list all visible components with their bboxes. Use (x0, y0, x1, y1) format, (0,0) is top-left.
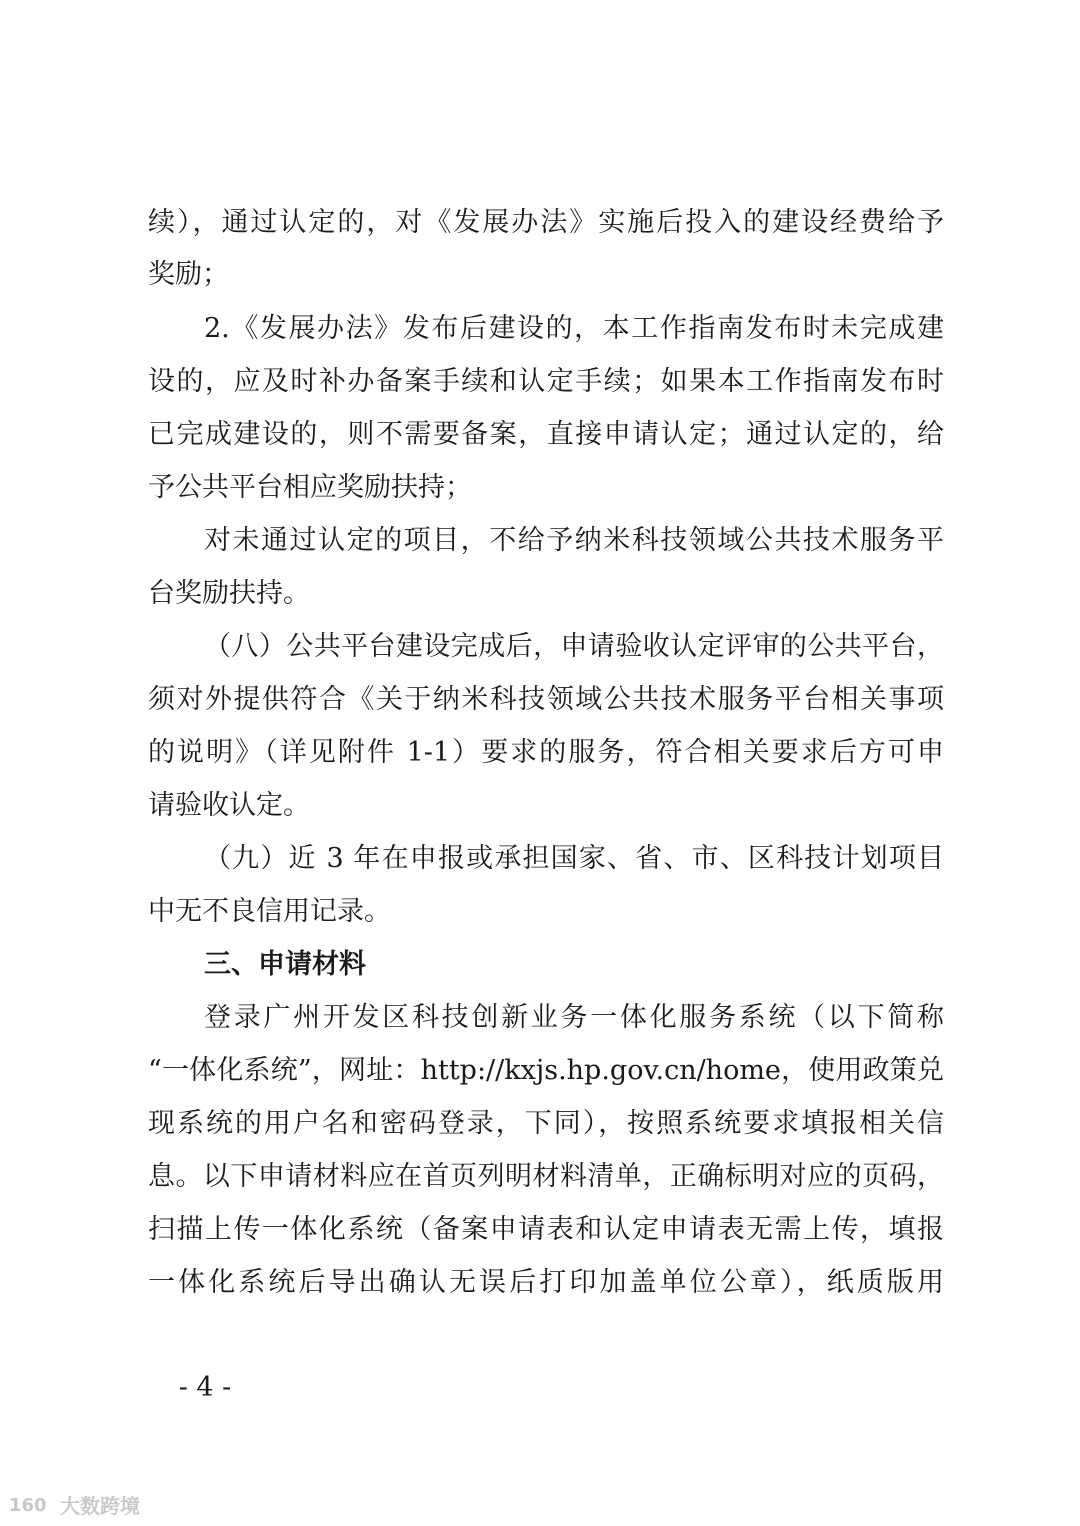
text-line: 奖励； (148, 259, 229, 290)
page-number: - 4 - (178, 1372, 232, 1403)
text-line: 2.《发展办法》发布后建设的，本工作指南发布时未完成建 (204, 313, 944, 344)
text-line: 续），通过认定的，对《发展办法》实施后投入的建设经费给予 (148, 207, 944, 238)
text-line: 扫描上传一体化系统（备案申请表和认定申请表无需上传，填报 (148, 1214, 944, 1245)
text-line: 对未通过认定的项目，不给予纳米科技领域公共技术服务平 (204, 525, 944, 556)
text-line: 中无不良信用记录。 (148, 896, 391, 927)
text-line: （九）近 3 年在申报或承担国家、省、市、区科技计划项目 (204, 843, 944, 874)
watermark-logo-text: 160 (9, 1495, 47, 1516)
text-line: 已完成建设的，则不需要备案，直接申请认定；通过认定的，给 (148, 419, 944, 450)
watermark (8, 1490, 140, 1518)
text-line: 一体化系统后导出确认无误后打印加盖单位公章），纸质版用 (148, 1267, 944, 1298)
text-line: 台奖励扶持。 (148, 578, 310, 609)
text-line: 予公共平台相应奖励扶持； (148, 472, 472, 503)
text-line: 须对外提供符合《关于纳米科技领域公共技术服务平台相关事项 (148, 684, 944, 715)
watermark-text: 大数跨境 (60, 1493, 140, 1518)
text-line: “一体化系统”，网址：http://kxjs.hp.gov.cn/home，使用政策兑 (148, 1055, 944, 1086)
text-line: 的说明》（详见附件 1-1）要求的服务，符合相关要求后方可申 (148, 737, 944, 768)
text-line: 登录广州开发区科技创新业务一体化服务系统（以下简称 (204, 1002, 944, 1033)
text-line: 息。以下申请材料应在首页列明材料清单，正确标明对应的页码， (148, 1161, 944, 1192)
watermark-logo-icon (8, 1492, 54, 1516)
section-heading: 三、申请材料 (204, 949, 366, 980)
text-line: 现系统的用户名和密码登录，下同），按照系统要求填报相关信 (148, 1108, 944, 1139)
text-line: 设的，应及时补办备案手续和认定手续；如果本工作指南发布时 (148, 366, 944, 397)
text-line: （八）公共平台建设完成后，申请验收认定评审的公共平台， (204, 631, 944, 662)
text-line: 请验收认定。 (148, 790, 310, 821)
